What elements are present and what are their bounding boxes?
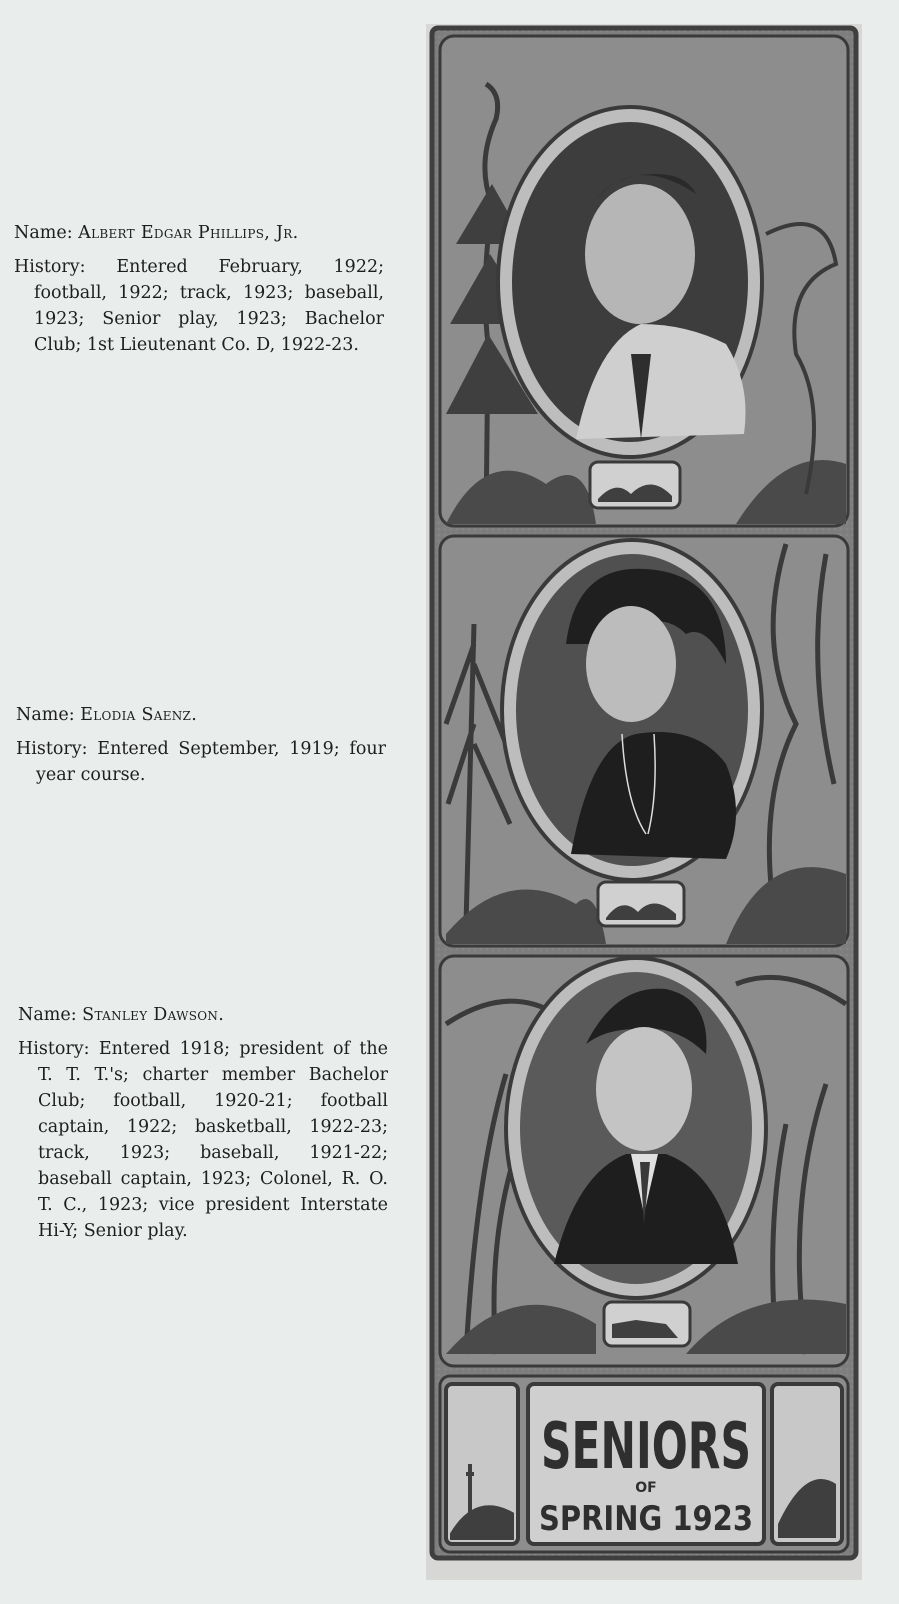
history-text: Entered September, 1919; four year course.	[36, 739, 386, 785]
person-name: Albert Edgar Phillips, Jr.	[78, 223, 299, 243]
name-line	[14, 220, 384, 246]
seniors-banner	[440, 1376, 848, 1552]
person-name: Stanley Dawson.	[82, 1005, 225, 1025]
portrait-panel	[426, 24, 862, 1580]
portrait-section-3	[440, 956, 848, 1366]
banner-of: OF	[635, 1480, 657, 1496]
person-name: Elodia Saenz.	[80, 705, 198, 725]
history-text: Entered February, 1922; football, 1922; track, 1923; baseball, 1923; Senior play, 1923; Bachelor Club; 1st Lieutenant Co. D, 1922-23.	[34, 257, 384, 355]
entry-elodia-saenz	[16, 702, 386, 788]
portrait-section-1	[440, 36, 848, 526]
history-paragraph	[16, 736, 386, 788]
entry-albert-phillips	[14, 220, 384, 358]
history-label: History:	[14, 257, 86, 277]
entry-stanley-dawson	[18, 1002, 388, 1244]
history-label: History:	[16, 739, 88, 759]
history-text: Entered 1918; president of the T. T. T.'s; charter member Bachelor Club; football, 1920-21; football captain, 1922; basketball, 1922-23; track, 1923; baseball, 1921-22; baseball captain, 1923; Colonel, R. O. T. C., 1923; vice president Interstate Hi-Y; Senior play.	[38, 1039, 388, 1241]
portrait-section-2	[440, 536, 848, 946]
history-paragraph	[14, 254, 384, 358]
history-label: History:	[18, 1039, 90, 1059]
history-paragraph	[18, 1036, 388, 1244]
banner-subtitle: SPRING 1923	[539, 1499, 753, 1539]
banner-title: SENIORS	[541, 1410, 751, 1484]
name-label: Name:	[14, 223, 73, 243]
name-line	[16, 702, 386, 728]
name-label: Name:	[16, 705, 75, 725]
name-label: Name:	[18, 1005, 77, 1025]
name-line	[18, 1002, 388, 1028]
